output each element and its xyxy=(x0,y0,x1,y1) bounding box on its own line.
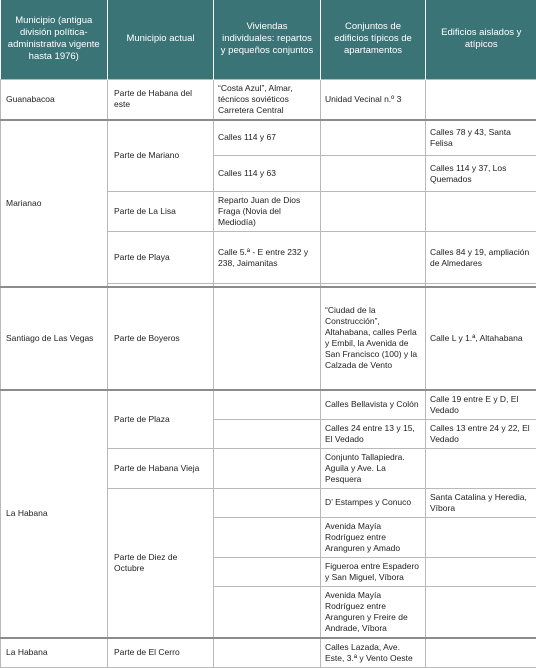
cell-aislados: Santa Catalina y Heredia, Víbora xyxy=(426,488,536,517)
cell-viviendas: Calle 5.ª - E entre 232 y 238, Jaimanitas xyxy=(214,232,321,284)
cell-aislados: Calles 13 entre 24 y 22, El Vedado xyxy=(426,419,536,448)
cell-conjuntos xyxy=(321,192,426,232)
cell-conjuntos: Calles 24 entre 13 y 15, El Vedado xyxy=(321,419,426,448)
cell-viviendas xyxy=(214,448,321,488)
table-row xyxy=(1,120,536,156)
cell-viviendas xyxy=(214,638,321,668)
cell-actual: Parte de Habana Vieja xyxy=(108,448,214,488)
cell-conjuntos: Conjunto Tallapiedra. Aguila y Ave. La Pesquera xyxy=(321,448,426,488)
cell-conjuntos: Calles Lazada, Ave. Este, 3.ª y Vento Oeste xyxy=(321,638,426,668)
cell-viviendas: “Costa Azul”, Almar, técnicos soviéticos Carretera Central xyxy=(214,79,321,120)
cell-municipio: La Habana xyxy=(1,390,108,638)
cell-viviendas xyxy=(214,419,321,448)
cell-conjuntos: Unidad Vecinal n.º 3 xyxy=(321,79,426,120)
cell-viviendas xyxy=(214,287,321,390)
cell-actual: Parte de El Cerro xyxy=(108,638,214,668)
cell-viviendas: Calles 114 y 63 xyxy=(214,156,321,192)
cell-aislados: Calles 78 y 43, Santa Felisa xyxy=(426,120,536,156)
cell-conjuntos: Figueroa entre Espadero y San Miguel, Víbora xyxy=(321,557,426,586)
table-row xyxy=(1,390,536,420)
table-row xyxy=(1,287,536,390)
cell-actual: Parte de Mariano xyxy=(108,120,214,192)
cell-actual: Parte de La Lisa xyxy=(108,192,214,232)
cell-viviendas xyxy=(214,557,321,586)
cell-municipio: Marianao xyxy=(1,120,108,287)
cell-conjuntos xyxy=(321,156,426,192)
cell-conjuntos xyxy=(321,232,426,284)
cell-aislados: Calle L y 1.ª, Altahabana xyxy=(426,287,536,390)
cell-viviendas xyxy=(214,586,321,638)
cell-conjuntos xyxy=(321,120,426,156)
cell-conjuntos: “Ciudad de la Construcción”, Altahabana, calles Perla y Embil, la Avenida de San Francisco (100) y la Calzada de Vento xyxy=(321,287,426,390)
cell-municipio: Santiago de Las Vegas xyxy=(1,287,108,390)
cell-actual: Parte de Diez de Octubre xyxy=(108,488,214,638)
cell-aislados xyxy=(426,517,536,557)
cell-aislados: Calles 114 y 37, Los Quemados xyxy=(426,156,536,192)
cell-actual: Parte de Plaza xyxy=(108,390,214,449)
table-row xyxy=(1,638,536,668)
cell-actual: Parte de Habana del este xyxy=(108,79,214,120)
table-row xyxy=(1,79,536,120)
cell-conjuntos: Calles Bellavista y Colón xyxy=(321,390,426,420)
cell-aislados: Calle 19 entre E y D, El Vedado xyxy=(426,390,536,420)
header-municipio-actual: Municipio actual xyxy=(108,0,214,79)
cell-aislados: Calles 84 y 19, ampliación de Almedares xyxy=(426,232,536,284)
cell-conjuntos: Avenida Mayía Rodríguez entre Aranguren y Amado xyxy=(321,517,426,557)
cell-aislados xyxy=(426,192,536,232)
cell-aislados xyxy=(426,448,536,488)
cell-municipio: La Habana xyxy=(1,638,108,668)
table-body xyxy=(1,79,536,667)
cell-aislados xyxy=(426,638,536,668)
cell-viviendas: Calles 114 y 67 xyxy=(214,120,321,156)
header-aislados: Edificios aislados y atípicos xyxy=(426,0,536,79)
cell-viviendas xyxy=(214,390,321,420)
cell-viviendas xyxy=(214,488,321,517)
cell-aislados xyxy=(426,79,536,120)
cell-conjuntos: D’ Estampes y Conuco xyxy=(321,488,426,517)
cell-viviendas: Reparto Juan de Dios Fraga (Novia del Mediodía) xyxy=(214,192,321,232)
header-viviendas: Viviendas individuales: repartos y pequeños conjuntos xyxy=(214,0,321,79)
cell-municipio: Guanabacoa xyxy=(1,79,108,120)
header-conjuntos: Conjuntos de edificios típicos de apartamentos xyxy=(321,0,426,79)
cell-viviendas xyxy=(214,517,321,557)
cell-conjuntos: Avenida Mayía Rodríguez entre Aranguren y Freire de Andrade, Víbora xyxy=(321,586,426,638)
header-municipio-antiguo: Municipio (antigua división política-administrativa vigente hasta 1976) xyxy=(1,0,108,79)
cell-aislados xyxy=(426,586,536,638)
cell-aislados xyxy=(426,557,536,586)
cell-actual: Parte de Boyeros xyxy=(108,287,214,390)
table-header xyxy=(1,0,536,79)
header-row xyxy=(1,0,536,79)
cell-actual: Parte de Playa xyxy=(108,232,214,284)
